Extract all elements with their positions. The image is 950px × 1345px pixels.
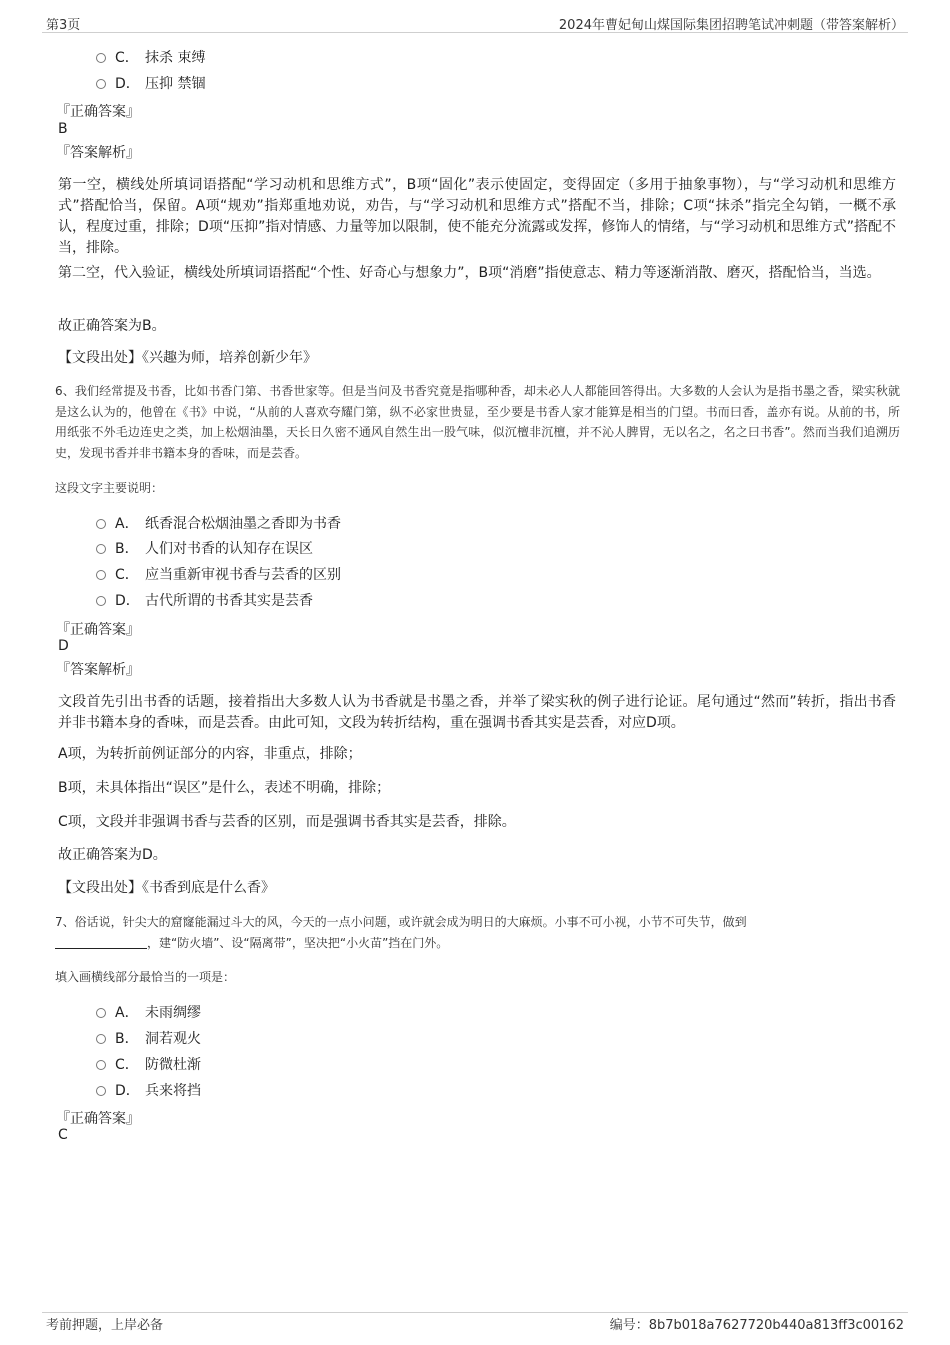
q5-source: 【文段出处】《兴趣为师，培养创新少年》 xyxy=(58,350,317,366)
document-title: 2024年曹妃甸山煤国际集团招聘笔试冲刺题（带答案解析） xyxy=(558,18,904,33)
radio-icon[interactable] xyxy=(96,519,106,529)
q6-analysis-option-c: C项，文段并非强调书香与芸香的区别，而是强调书香其实是芸香，排除。 xyxy=(58,814,516,830)
radio-icon[interactable] xyxy=(96,53,106,63)
q5-analysis-para-2: 第二空，代入验证，横线处所填词语搭配“个性、好奇心与想象力”，B项“消磨”指使意志、精力等逐渐消散、磨灭，搭配恰当，当选。 xyxy=(58,265,881,281)
q6-option-d[interactable]: D． 古代所谓的书香其实是芸香 xyxy=(96,590,313,612)
q7-prompt: 填入画横线部分最恰当的一项是： xyxy=(55,970,236,984)
q5-answer: B xyxy=(58,121,68,137)
radio-icon[interactable] xyxy=(96,1060,106,1070)
radio-icon[interactable] xyxy=(96,570,106,580)
header-divider xyxy=(42,32,908,33)
q6-analysis-option-a: A项，为转折前例证部分的内容，非重点，排除； xyxy=(58,746,362,762)
q5-conclusion: 故正确答案为B。 xyxy=(58,318,166,334)
q7-answer: C xyxy=(58,1127,68,1143)
page-number: 第3页 xyxy=(46,18,81,33)
radio-icon[interactable] xyxy=(96,596,106,606)
q7-option-a[interactable]: A． 未雨绸缪 xyxy=(96,1002,201,1024)
q5-option-d[interactable]: D． 压抑 禁锢 xyxy=(96,73,205,95)
footer-slogan: 考前押题，上岸必备 xyxy=(46,1318,164,1333)
radio-icon[interactable] xyxy=(96,1086,106,1096)
radio-icon[interactable] xyxy=(96,1034,106,1044)
q7-answer-label: 『正确答案』 xyxy=(56,1111,140,1127)
q6-option-b[interactable]: B． 人们对书香的认知存在误区 xyxy=(96,538,313,560)
fill-blank xyxy=(55,936,147,949)
radio-icon[interactable] xyxy=(96,1008,106,1018)
q6-option-a[interactable]: A． 纸香混合松烟油墨之香即为书香 xyxy=(96,513,341,535)
q6-answer: D xyxy=(58,638,69,654)
footer-serial: 编号：8b7b018a7627720b440a813ff3c00162 xyxy=(609,1318,904,1333)
q7-option-c[interactable]: C． 防微杜渐 xyxy=(96,1054,201,1076)
q6-analysis-para-1: 文段首先引出书香的话题，接着指出大多数人认为书香就是书墨之香，并举了梁实秋的例子进行论证。尾句通过“然而”转折，指出书香并非书籍本身的香味，而是芸香。由此可知，文段为转折结构，重在强调书香其实是芸香，对应D项。 xyxy=(58,694,896,731)
q7-option-b[interactable]: B． 洞若观火 xyxy=(96,1028,201,1050)
q6-stem: 6、我们经常提及书香，比如书香门第、书香世家等。但是当问及书香究竟是指哪种香，却未必人人都能回答得出。大多数的人会认为是指书墨之香，梁实秋就是这么认为的，他曾在《书》中说，“从前的人喜欢夸耀门第，纵不必家世贵显，至少要是书香人家才能算是相当的门望。书而曰香，盖亦有说。从前的书，所用纸张不外毛边连史之类，加上松烟油墨，天长日久密不通风自然生出一股气味，似沉檀非沉檀，并不沁人脾胃，无以名之，名之曰书香”。然而当我们追溯历史，发现书香并非书籍本身的香味，而是芸香。 xyxy=(55,384,900,460)
radio-icon[interactable] xyxy=(96,79,106,89)
footer-divider xyxy=(42,1312,908,1313)
q6-conclusion: 故正确答案为D。 xyxy=(58,847,167,863)
q7-option-d[interactable]: D． 兵来将挡 xyxy=(96,1080,201,1102)
q5-answer-label: 『正确答案』 xyxy=(56,104,140,120)
q6-option-c[interactable]: C． 应当重新审视书香与芸香的区别 xyxy=(96,564,341,586)
q6-source: 【文段出处】《书香到底是什么香》 xyxy=(58,880,275,896)
q7-stem: 7、俗话说，针尖大的窟窿能漏过斗大的风，今天的一点小问题，或许就会成为明日的大麻烦。小事不可小视，小节不可失节，做到 ，建“防火墙”、设“隔离带”，坚决把“小火苗”挡在门外。 xyxy=(55,915,747,950)
q5-option-c[interactable]: C． 抹杀 束缚 xyxy=(96,47,205,69)
q5-analysis-label: 『答案解析』 xyxy=(56,145,140,161)
q5-analysis-para-1: 第一空，横线处所填词语搭配“学习动机和思维方式”，B项“固化”表示使固定，变得固定（多用于抽象事物），与“学习动机和思维方式”搭配恰当，保留。A项“规劝”指郑重地劝说，劝告，与“学习动机和思维方式”搭配不当，排除；C项“抹杀”指完全勾销，一概不承认，程度过重，排除；D项“压抑”指对情感、力量等加以限制，使不能充分流露或发挥，修饰人的情绪，与“学习动机和思维方式”搭配不当，排除。 xyxy=(58,177,896,256)
q6-analysis-label: 『答案解析』 xyxy=(56,662,140,678)
q6-answer-label: 『正确答案』 xyxy=(56,622,140,638)
radio-icon[interactable] xyxy=(96,544,106,554)
q6-prompt: 这段文字主要说明： xyxy=(55,481,164,495)
q6-analysis-option-b: B项，未具体指出“误区”是什么，表述不明确，排除； xyxy=(58,780,391,796)
